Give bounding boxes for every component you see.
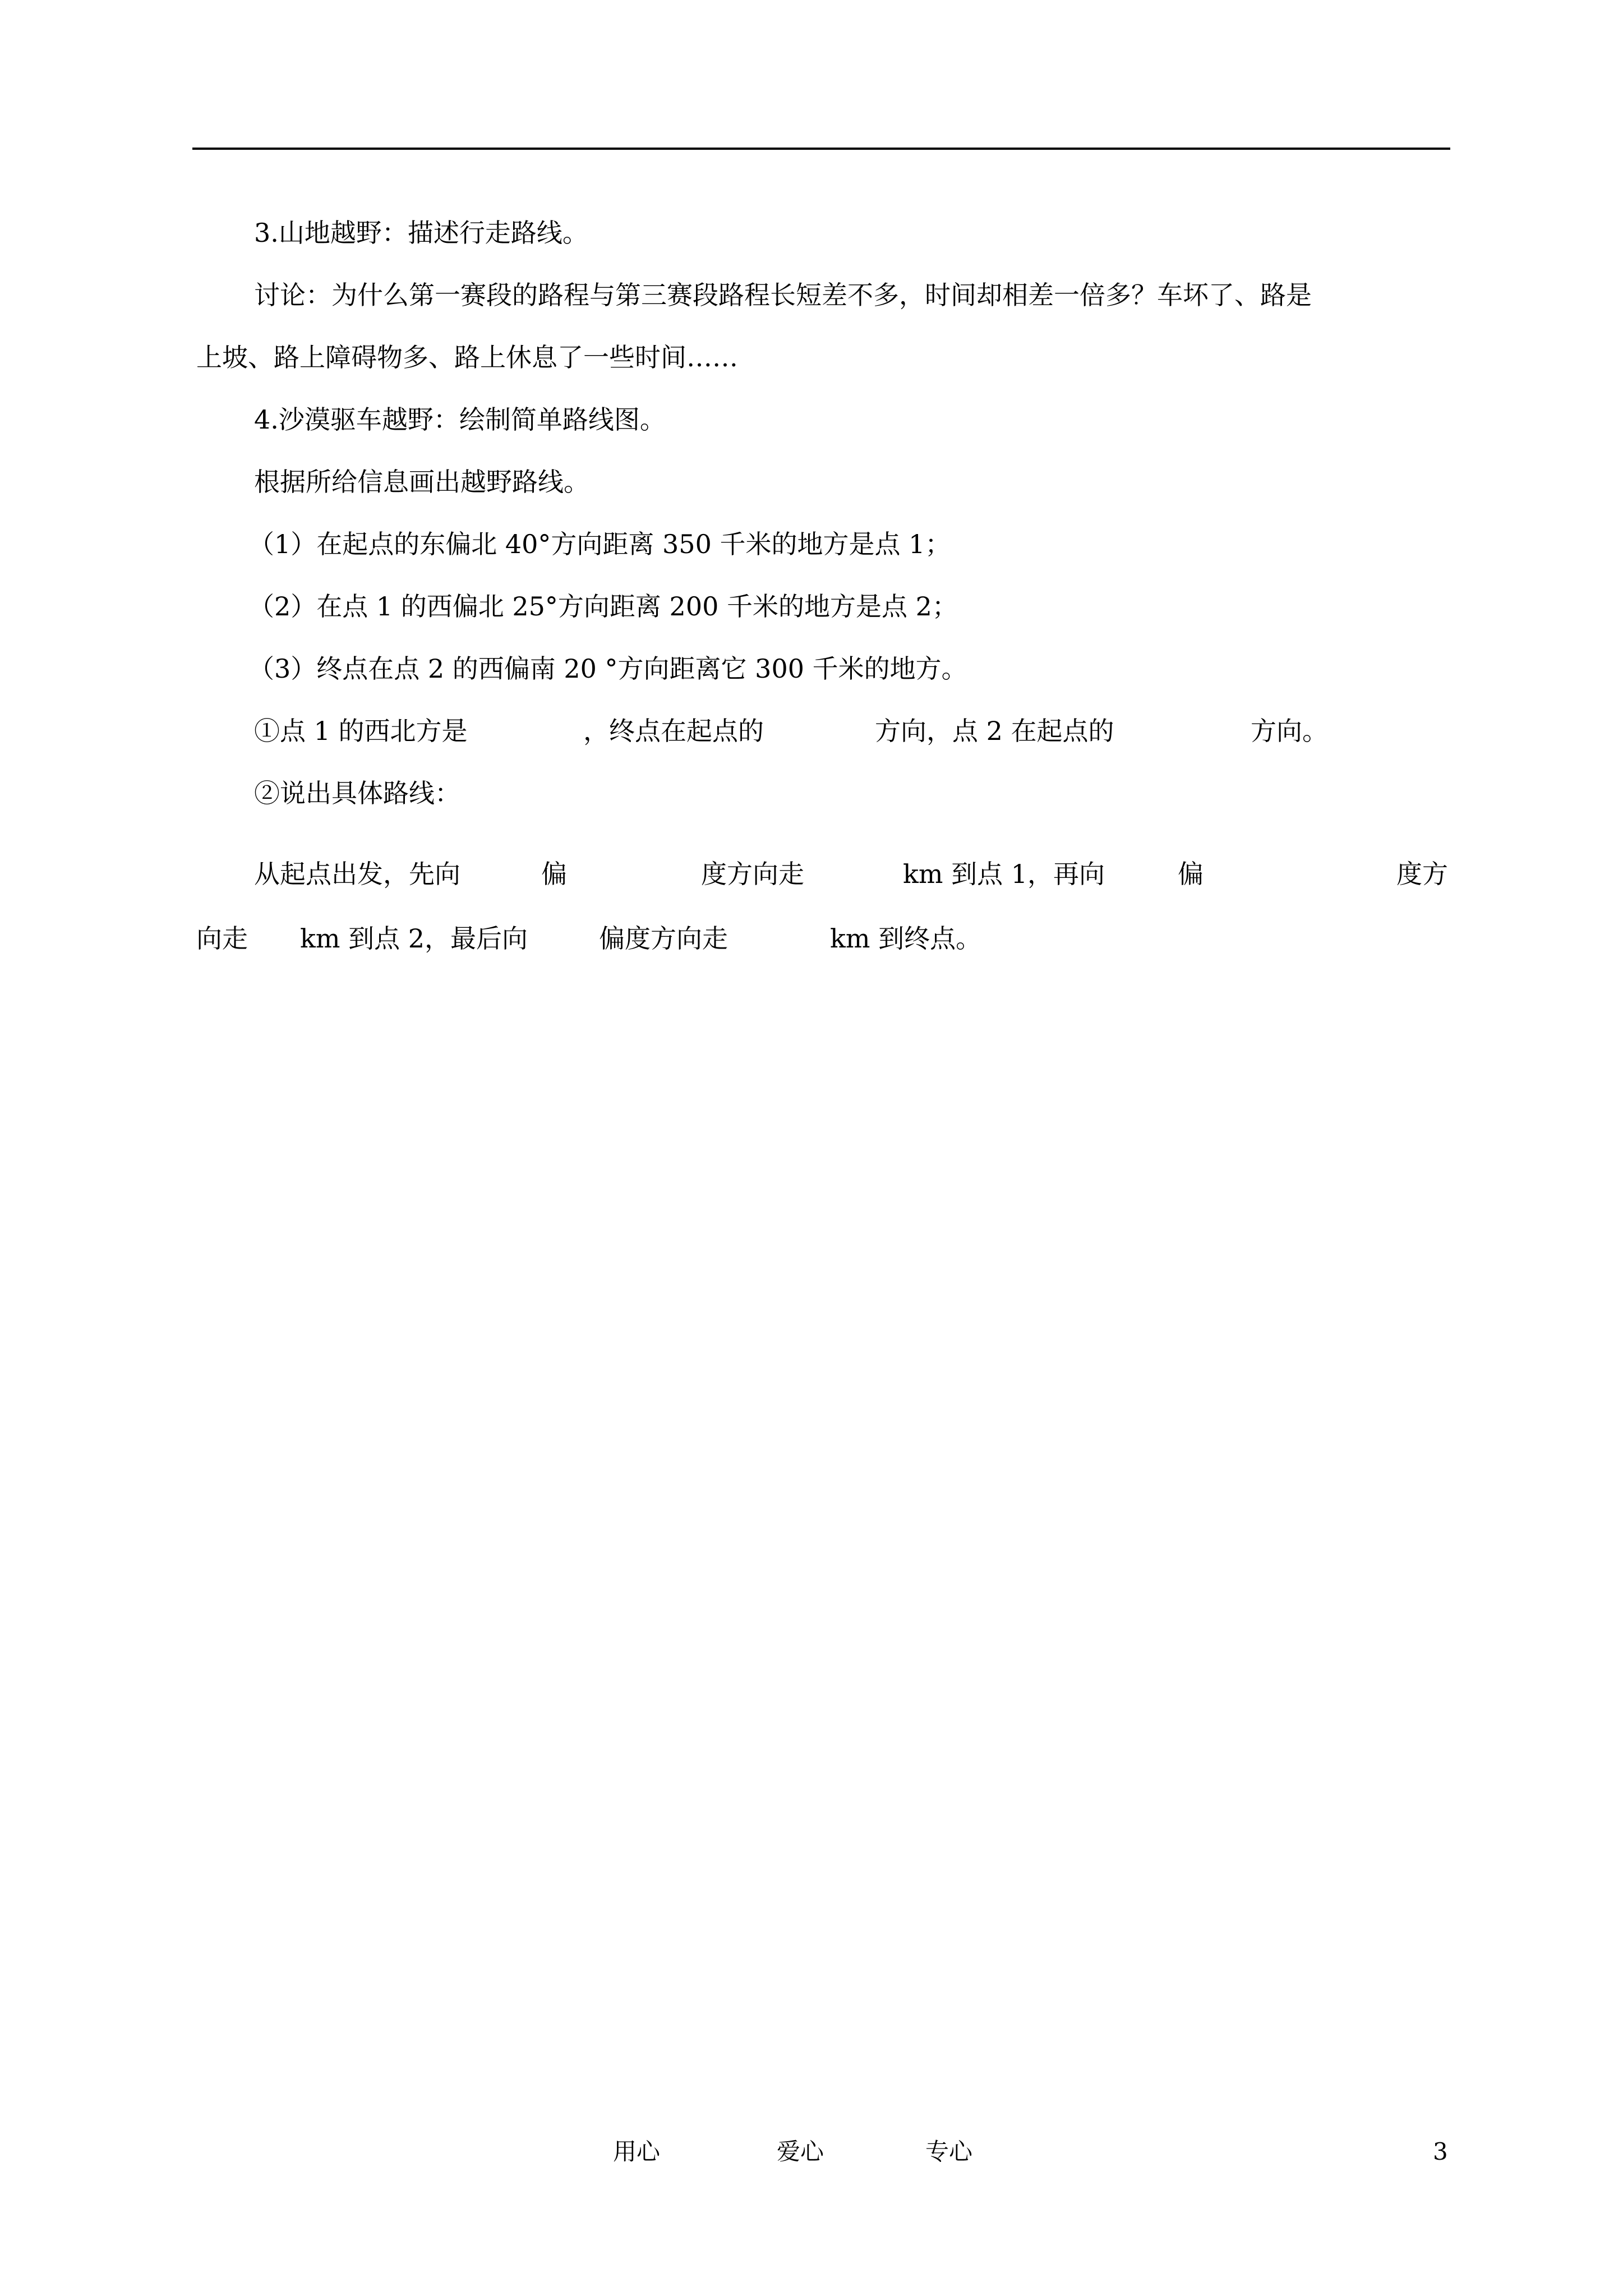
route-line-2-part-2: km 到点 2，最后向 — [300, 923, 528, 954]
question-1-part-3: 方向，点 2 在起点的 — [875, 716, 1114, 746]
question-1-line — [0, 715, 1623, 747]
route-line-1 — [0, 858, 1623, 890]
question-2-title: ②说出具体路线： — [254, 778, 460, 808]
clue-1: （1）在起点的东偏北 40°方向距离 350 千米的地方是点 1； — [248, 529, 951, 559]
route-line-2 — [0, 923, 1623, 954]
discussion-line-2: 上坡、路上障碍物多、路上休息了一些时间…… — [196, 342, 738, 372]
route-line-2-part-3: 偏度方向走 — [599, 923, 728, 954]
section-heading-mountain: 3.山地越野：描述行走路线。 — [254, 218, 588, 248]
route-line-1-part-2: 偏 — [541, 859, 567, 889]
route-line-1-part-3: 度方向走 — [701, 859, 804, 889]
footer-motto-2: 爱心 — [777, 2138, 824, 2165]
discussion-line-1: 讨论：为什么第一赛段的路程与第三赛段路程长短差不多，时间却相差一倍多？车坏了、路是 — [254, 280, 1312, 310]
clue-3: （3）终点在点 2 的西偏南 20 °方向距离它 300 千米的地方。 — [248, 654, 967, 684]
clue-2: （2）在点 1 的西偏北 25°方向距离 200 千米的地方是点 2； — [248, 591, 958, 622]
footer-motto-1: 用心 — [613, 2138, 661, 2165]
section-heading-desert: 4.沙漠驱车越野：绘制简单路线图。 — [254, 404, 666, 435]
question-1-part-1: ①点 1 的西北方是 — [254, 716, 468, 746]
page-number: 3 — [1433, 2138, 1448, 2165]
route-line-1-part-6: 度方 — [1396, 859, 1448, 889]
footer-motto-3: 专心 — [925, 2138, 973, 2165]
route-line-1-part-4: km 到点 1，再向 — [903, 859, 1105, 889]
question-1-part-4: 方向。 — [1251, 716, 1328, 746]
instruction-text: 根据所给信息画出越野路线。 — [254, 467, 589, 497]
route-line-2-part-4: km 到终点。 — [830, 923, 982, 954]
header-rule — [192, 148, 1450, 150]
question-1-part-2: ，终点在起点的 — [583, 716, 764, 746]
route-line-1-part-5: 偏 — [1178, 859, 1204, 889]
route-line-1-part-1: 从起点出发，先向 — [254, 859, 460, 889]
route-line-2-part-1: 向走 — [196, 923, 248, 954]
